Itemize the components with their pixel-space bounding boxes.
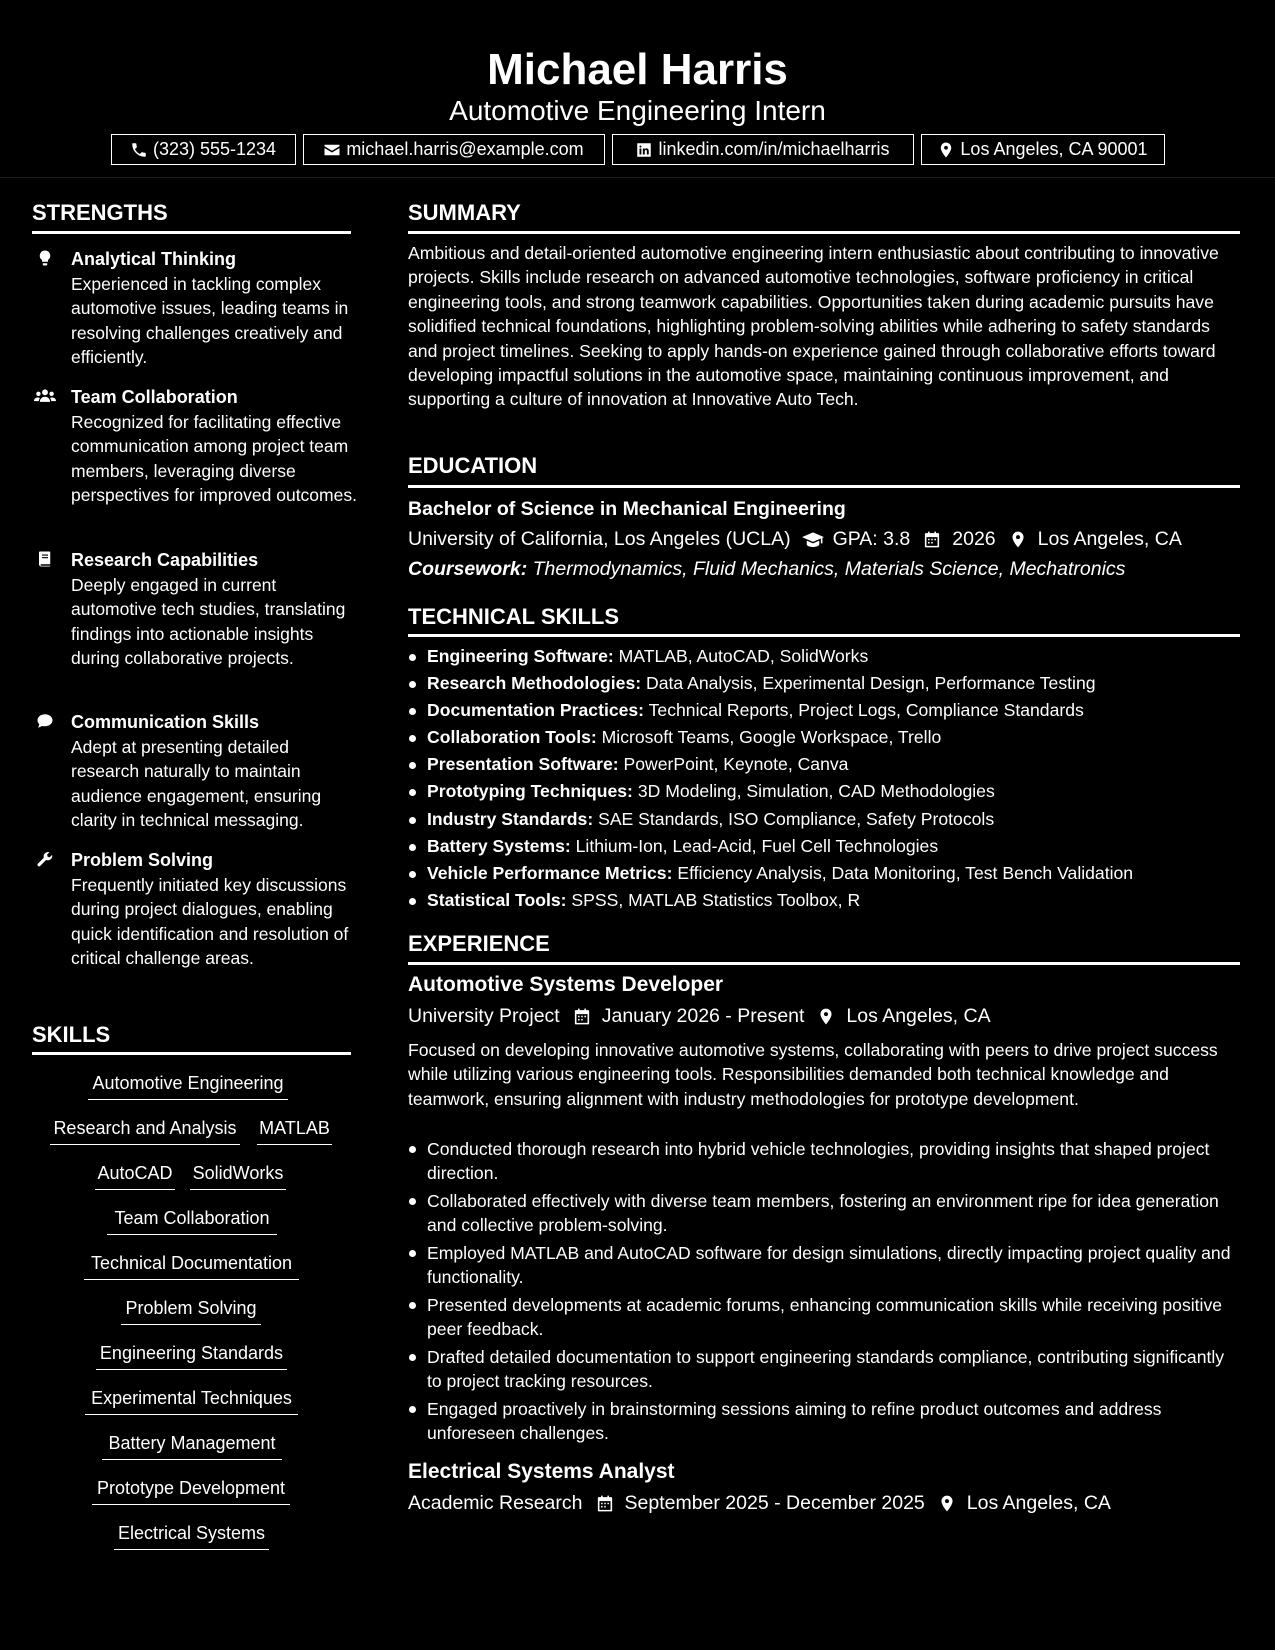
strength-description: Recognized for facilitating effective communication among project team members, leveraging diverse perspectives for improved outcomes. — [71, 412, 357, 506]
coursework — [408, 556, 1125, 582]
speech-bubble-icon — [34, 712, 56, 730]
job-location: Los Angeles, CA — [966, 1492, 1111, 1514]
map-pin-icon — [815, 1007, 837, 1026]
coursework-label: Coursework: — [408, 558, 528, 580]
skill-tag: MATLAB — [257, 1115, 332, 1145]
job-dates: September 2025 - December 2025 — [624, 1492, 925, 1514]
job-responsibilities — [408, 1137, 1238, 1449]
users-icon — [34, 387, 56, 405]
skill-tag: Experimental Techniques — [85, 1385, 298, 1415]
strength-title: Analytical Thinking — [71, 249, 237, 269]
strengths-divider — [32, 231, 351, 234]
job-dates: January 2026 - Present — [601, 1005, 805, 1027]
contact-location — [921, 134, 1165, 165]
strength-description: Adept at presenting detailed research naturally to maintain audience engagement, ensuring clarity in technical messaging. — [71, 737, 322, 831]
strength-title: Communication Skills — [71, 712, 260, 732]
book-icon — [34, 550, 56, 568]
wrench-icon — [34, 850, 56, 868]
skill-tag: Technical Documentation — [84, 1250, 299, 1280]
list-item: Statistical Tools: SPSS, MATLAB Statistics Toolbox, R — [408, 887, 1238, 914]
envelope-icon — [323, 141, 341, 159]
lightbulb-icon — [34, 249, 56, 267]
strength-description: Deeply engaged in current automotive tech studies, translating findings into actionable insights during collaborative projects. — [71, 575, 346, 669]
resume-header — [0, 0, 1275, 178]
map-pin-icon — [1007, 530, 1029, 549]
skill-tag: AutoCAD — [95, 1160, 175, 1190]
strength-description: Experienced in tackling complex automotive issues, leading teams in resolving challenges creatively and efficiently. — [71, 274, 349, 368]
phone-text: (323) 555-1234 — [152, 139, 277, 159]
strength-title: Problem Solving — [71, 850, 214, 870]
school-name: University of California, Los Angeles (UCLA) — [408, 528, 791, 550]
education-meta — [408, 526, 1182, 552]
list-item: Presented developments at academic forums, enhancing communication skills while receiving positive peer feedback. — [408, 1293, 1238, 1342]
list-item: Industry Standards: SAE Standards, ISO Compliance, Safety Protocols — [408, 806, 1238, 833]
summary-heading: SUMMARY — [408, 200, 521, 225]
list-item: Engaged proactively in brainstorming sessions aiming to refine product outcomes and address unforeseen challenges. — [408, 1397, 1238, 1446]
list-item: Battery Systems: Lithium-Ion, Lead-Acid, Fuel Cell Technologies — [408, 833, 1238, 860]
contact-bar — [0, 134, 1275, 165]
candidate-name: Michael Harris — [487, 45, 788, 94]
list-item: Vehicle Performance Metrics: Efficiency Analysis, Data Monitoring, Test Bench Validation — [408, 860, 1238, 887]
strength-title: Research Capabilities — [71, 550, 259, 570]
experience-divider — [408, 962, 1240, 965]
skills-divider — [32, 1052, 351, 1055]
education-location: Los Angeles, CA — [1037, 528, 1182, 550]
skill-tag: Battery Management — [102, 1430, 282, 1460]
job-org: University Project — [408, 1005, 560, 1027]
strength-title: Team Collaboration — [71, 387, 238, 407]
education-heading: EDUCATION — [408, 453, 538, 478]
degree-title: Bachelor of Science in Mechanical Engineering — [408, 498, 846, 520]
gpa-text: GPA: 3.8 — [832, 528, 911, 550]
calendar-icon — [571, 1007, 593, 1026]
list-item: Drafted detailed documentation to support engineering standards compliance, contributing significantly to project tracking resources. — [408, 1345, 1238, 1394]
skill-tag: Prototype Development — [92, 1475, 290, 1505]
contact-phone[interactable] — [111, 134, 296, 165]
list-item: Conducted thorough research into hybrid vehicle technologies, providing insights that shaped project direction. — [408, 1137, 1238, 1186]
job-title: Electrical Systems Analyst — [408, 1460, 675, 1483]
list-item: Research Methodologies: Data Analysis, Experimental Design, Performance Testing — [408, 670, 1238, 697]
linkedin-text: linkedin.com/in/michaelharris — [658, 139, 890, 159]
list-item: Engineering Software: MATLAB, AutoCAD, SolidWorks — [408, 643, 1238, 670]
job-meta — [408, 1490, 1111, 1516]
phone-icon — [130, 141, 148, 159]
list-item: Collaborated effectively with diverse team members, fostering an environment ripe for idea generation and collective problem-solving. — [408, 1189, 1238, 1238]
job-description: Focused on developing innovative automotive systems, collaborating with peers to drive project success while utilizing various engineering tools. Responsibilities demanded both technical knowledge and teamwork, ensuring alignment with industry methodologies for prototype development. — [408, 1040, 1218, 1109]
contact-linkedin[interactable] — [612, 134, 914, 165]
graduation-year: 2026 — [952, 528, 996, 550]
coursework-list: Thermodynamics, Fluid Mechanics, Materials Science, Mechatronics — [532, 558, 1126, 580]
skills-heading: SKILLS — [32, 1022, 111, 1047]
skill-tag: Team Collaboration — [107, 1205, 277, 1235]
candidate-title: Automotive Engineering Intern — [449, 95, 826, 126]
experience-heading: EXPERIENCE — [408, 931, 550, 956]
contact-email[interactable] — [303, 134, 605, 165]
graduation-cap-icon — [802, 530, 824, 549]
skill-tag: Engineering Standards — [96, 1340, 287, 1370]
email-text: michael.harris@example.com — [346, 139, 584, 159]
summary-text: Ambitious and detail-oriented automotive engineering intern enthusiastic about contributing to innovative projects. Skills include research on advanced automotive technologies, software proficiency in critical engineering tools, and strong teamwork capabilities. Opportunities taken during academic pursuits have solidified technical foundations, highlighting problem-solving abilities while adhering to safety standards and project timelines. Seeking to apply hands-on experience gained through collaborative efforts toward developing impactful solutions in the automotive space, maintaining continuous improvement, and supporting a culture of innovation at Innovative Auto Tech. — [408, 243, 1219, 410]
linkedin-icon — [635, 141, 653, 159]
skill-tag: Automotive Engineering — [88, 1070, 288, 1100]
job-meta — [408, 1003, 991, 1029]
strength-description: Frequently initiated key discussions during project dialogues, enabling quick identification and resolution of critical challenge areas. — [71, 875, 349, 969]
calendar-icon — [594, 1494, 616, 1513]
skill-tag: SolidWorks — [190, 1160, 286, 1190]
strengths-heading: STRENGTHS — [32, 200, 168, 225]
list-item: Collaboration Tools: Microsoft Teams, Google Workspace, Trello — [408, 724, 1238, 751]
map-pin-icon — [936, 1494, 958, 1513]
technical-skills-list — [408, 643, 1238, 914]
summary-divider — [408, 231, 1240, 234]
calendar-icon — [921, 530, 943, 549]
list-item: Employed MATLAB and AutoCAD software for design simulations, directly impacting project quality and functionality. — [408, 1241, 1238, 1290]
education-divider — [408, 485, 1240, 488]
skill-tag: Problem Solving — [121, 1295, 261, 1325]
technical-skills-heading: TECHNICAL SKILLS — [408, 604, 620, 629]
location-text: Los Angeles, CA 90001 — [960, 139, 1148, 159]
skill-tag: Electrical Systems — [114, 1520, 269, 1550]
list-item: Presentation Software: PowerPoint, Keynote, Canva — [408, 751, 1238, 778]
job-location: Los Angeles, CA — [846, 1005, 991, 1027]
map-pin-icon — [937, 141, 955, 159]
technical-skills-divider — [408, 634, 1240, 637]
skill-tag: Research and Analysis — [50, 1115, 240, 1145]
job-title: Automotive Systems Developer — [408, 973, 724, 996]
list-item: Prototyping Techniques: 3D Modeling, Simulation, CAD Methodologies — [408, 778, 1238, 805]
job-org: Academic Research — [408, 1492, 583, 1514]
list-item: Documentation Practices: Technical Reports, Project Logs, Compliance Standards — [408, 697, 1238, 724]
